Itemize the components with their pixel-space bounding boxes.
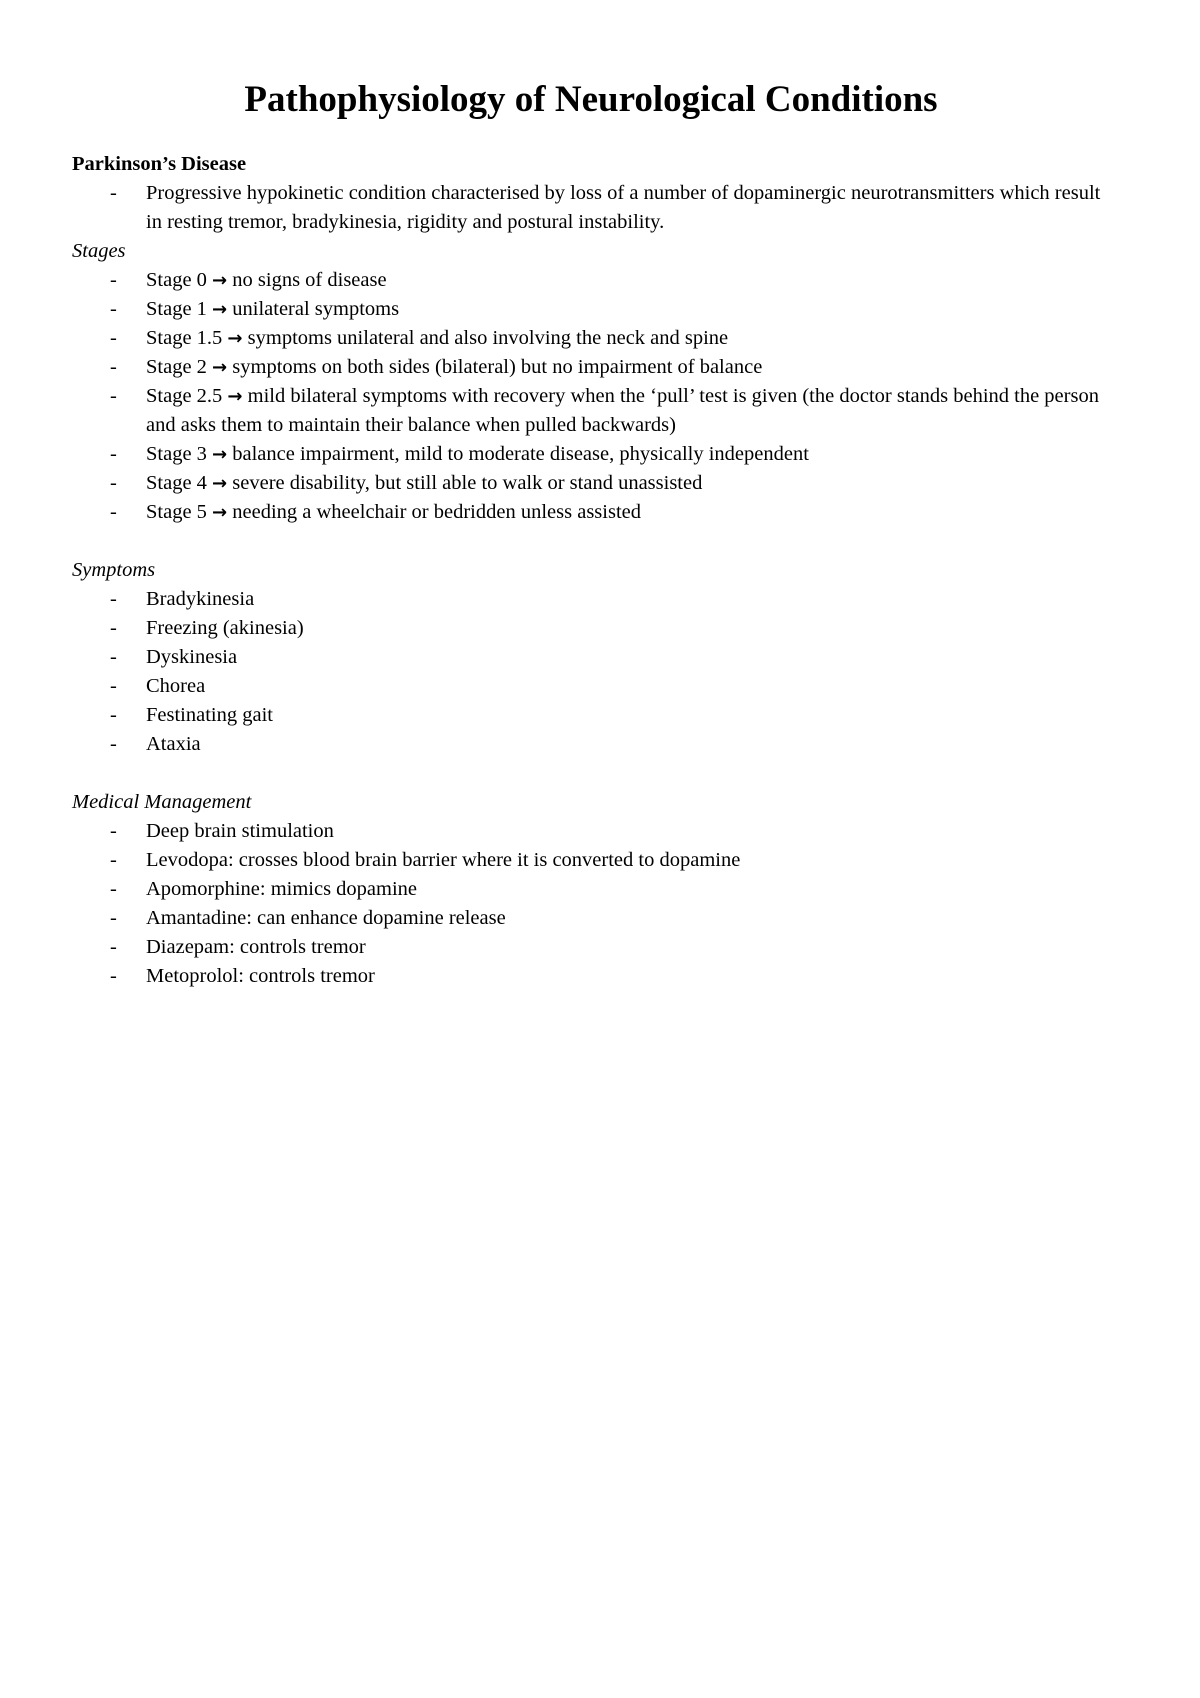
list-item-text: Deep brain stimulation	[146, 820, 334, 842]
list-item	[72, 440, 1110, 469]
arrow-icon: →	[212, 357, 228, 378]
subsection-heading-stages: Stages	[72, 240, 126, 262]
list-item	[72, 643, 1110, 672]
bullet-dash: -	[110, 182, 117, 204]
section-heading: Parkinson’s Disease	[72, 153, 247, 175]
bullet-dash: -	[110, 936, 117, 958]
list-item	[72, 875, 1110, 904]
list-item	[72, 614, 1110, 643]
list-item	[72, 904, 1110, 933]
list-item	[72, 585, 1110, 614]
list-item	[72, 933, 1110, 962]
list-item	[72, 701, 1110, 730]
list-item-text: Diazepam: controls tremor	[146, 936, 366, 958]
list-item	[72, 962, 1110, 991]
list-item-text: Freezing (akinesia)	[146, 617, 304, 639]
bullet-dash: -	[110, 327, 117, 349]
bullet-dash: -	[110, 617, 117, 639]
bullet-dash: -	[110, 733, 117, 755]
medical-management-list	[72, 817, 1110, 991]
list-item-text: Progressive hypokinetic condition characterised by loss of a number of dopaminergic neurotransmitters which result in resting tremor, bradykinesia, rigidity and postural instability.	[146, 182, 1101, 233]
list-item-text: Dyskinesia	[146, 646, 238, 668]
section-parkinsons	[72, 150, 1110, 991]
list-item	[72, 324, 1110, 353]
stage-text: needing a wheelchair or bedridden unless assisted	[232, 501, 641, 523]
bullet-dash: -	[110, 675, 117, 697]
list-item-text: Amantadine: can enhance dopamine release	[146, 907, 506, 929]
subsection-heading-symptoms: Symptoms	[72, 559, 156, 581]
bullet-dash: -	[110, 298, 117, 320]
list-item	[72, 846, 1110, 875]
list-item-text: Festinating gait	[146, 704, 273, 726]
bullet-dash: -	[110, 907, 117, 929]
symptoms-list	[72, 585, 1110, 759]
arrow-icon: →	[212, 299, 228, 320]
bullet-dash: -	[110, 820, 117, 842]
list-item	[72, 179, 1110, 237]
bullet-dash: -	[110, 646, 117, 668]
bullet-dash: -	[110, 356, 117, 378]
stage-text: symptoms unilateral and also involving the neck and spine	[247, 327, 729, 349]
list-item-text: Bradykinesia	[146, 588, 255, 610]
bullet-dash: -	[110, 588, 117, 610]
bullet-dash: -	[110, 704, 117, 726]
stage-text: balance impairment, mild to moderate disease, physically independent	[232, 443, 809, 465]
stage-text: severe disability, but still able to walk or stand unassisted	[232, 472, 703, 494]
subsection-heading-medical-management: Medical Management	[72, 791, 252, 813]
stages-list	[72, 266, 1110, 527]
stage-text: mild bilateral symptoms with recovery when the ‘pull’ test is given (the doctor stands behind the person and asks them to maintain their balance when pulled backwards)	[146, 385, 1099, 436]
list-item-text: Chorea	[146, 675, 206, 697]
arrow-icon: →	[212, 444, 228, 465]
list-item	[72, 295, 1110, 324]
arrow-icon: →	[227, 386, 243, 407]
list-item	[72, 730, 1110, 759]
stage-label: Stage 1.5	[146, 327, 223, 349]
stage-label: Stage 2.5	[146, 385, 223, 407]
stage-label: Stage 0	[146, 269, 207, 291]
bullet-dash: -	[110, 472, 117, 494]
bullet-dash: -	[110, 385, 117, 407]
list-item-text: Levodopa: crosses blood brain barrier where it is converted to dopamine	[146, 849, 741, 871]
list-item-text: Apomorphine: mimics dopamine	[146, 878, 418, 900]
stage-label: Stage 2	[146, 356, 207, 378]
arrow-icon: →	[212, 270, 228, 291]
intro-list	[72, 179, 1110, 237]
stage-label: Stage 4	[146, 472, 207, 494]
arrow-icon: →	[212, 473, 228, 494]
spacer	[72, 759, 1110, 788]
arrow-icon: →	[227, 328, 243, 349]
list-item	[72, 382, 1110, 440]
stage-label: Stage 5	[146, 501, 207, 523]
stage-text: symptoms on both sides (bilateral) but no impairment of balance	[232, 356, 763, 378]
bullet-dash: -	[110, 269, 117, 291]
list-item	[72, 353, 1110, 382]
list-item	[72, 817, 1110, 846]
stage-label: Stage 1	[146, 298, 207, 320]
list-item	[72, 672, 1110, 701]
list-item-text: Metoprolol: controls tremor	[146, 965, 375, 987]
stage-label: Stage 3	[146, 443, 207, 465]
spacer	[72, 527, 1110, 556]
bullet-dash: -	[110, 443, 117, 465]
stage-text: no signs of disease	[232, 269, 387, 291]
stage-text: unilateral symptoms	[232, 298, 400, 320]
arrow-icon: →	[212, 502, 228, 523]
bullet-dash: -	[110, 501, 117, 523]
bullet-dash: -	[110, 965, 117, 987]
bullet-dash: -	[110, 849, 117, 871]
list-item	[72, 498, 1110, 527]
bullet-dash: -	[110, 878, 117, 900]
document-title: Pathophysiology of Neurological Conditions	[244, 79, 938, 120]
list-item	[72, 266, 1110, 295]
list-item	[72, 469, 1110, 498]
list-item-text: Ataxia	[146, 733, 201, 755]
